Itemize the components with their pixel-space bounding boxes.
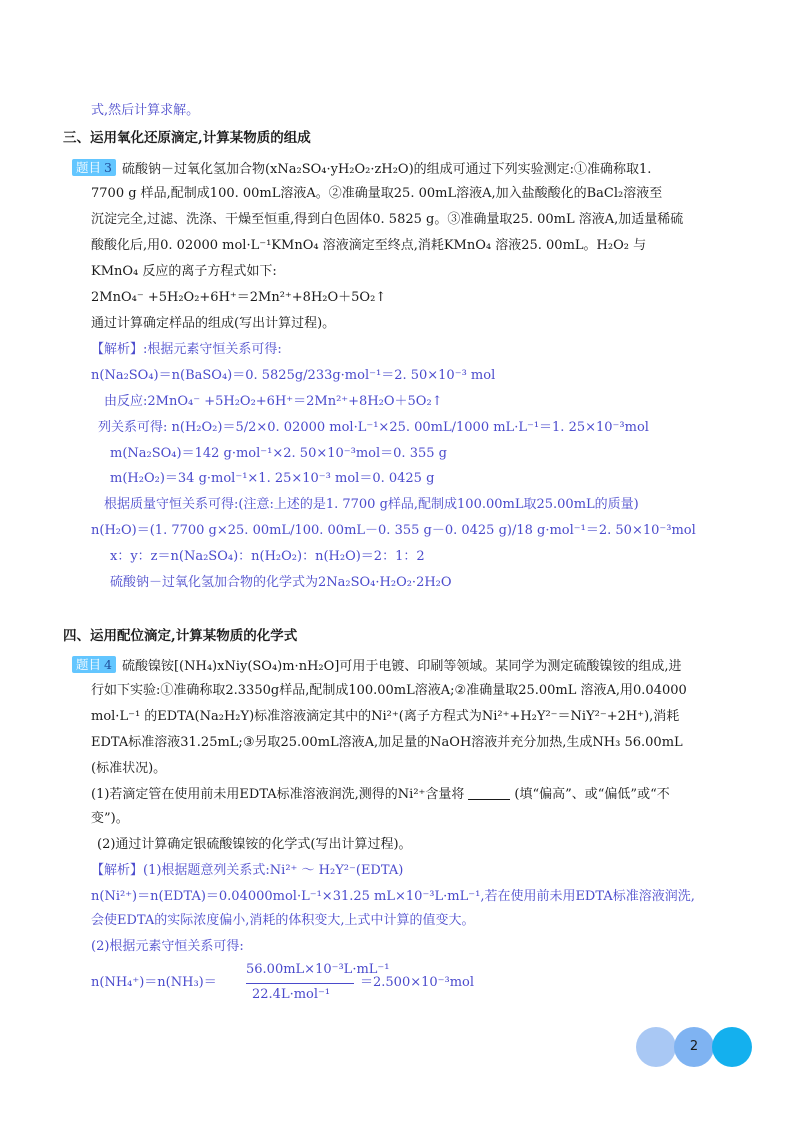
question-part-1 — [91, 786, 670, 804]
decor-circle — [636, 1027, 676, 1067]
answer-heading: 【解析】(1)根据题意列关系式:Ni²⁺ ～ H₂Y²⁻(EDTA) — [91, 863, 404, 878]
question-text: (填“偏高”、或“偏低”或“不 — [514, 787, 670, 802]
answer-text: 根据质量守恒关系可得:(注意:上述的是1. 7700 g样品,配制成100.00mL取25.00mL的质量) — [104, 497, 639, 512]
question-text: (1)若滴定管在使用前未用EDTA标准溶液润洗,测得的Ni²⁺含量将 — [91, 787, 465, 802]
answer-text: 列关系可得: n(H₂O₂)＝5/2×0. 02000 mol·L⁻¹×25. 00mL/1000 mL·L⁻¹＝1. 25×10⁻³mol — [98, 420, 649, 435]
question-text: 酸酸化后,用0. 02000 mol·L⁻¹KMnO₄ 溶液滴定至终点,消耗KMnO₄ 溶液25. 00mL。H₂O₂ 与 — [91, 238, 647, 253]
question-text: 沉淀完全,过滤、洗涤、干燥至恒重,得到白色固体0. 5825 g。③准确量取25. 00mL 溶液A,加适量稀硫 — [91, 212, 684, 227]
page-number-badge — [636, 1027, 752, 1067]
question-number: 4 — [104, 657, 112, 672]
question-text: mol·L⁻¹ 的EDTA(Na₂H₂Y)标准溶液滴定其中的Ni²⁺(离子方程式为Ni²⁺+H₂Y²⁻＝NiY²⁻+2H⁺),消耗 — [91, 709, 680, 724]
question-tag — [72, 656, 116, 673]
fraction-bar — [246, 983, 354, 984]
question-part-2: (2)通过计算确定银硫酸镍铵的化学式(写出计算过程)。 — [97, 837, 412, 852]
question-text: (标准状况)。 — [91, 761, 167, 776]
section-heading: 四、运用配位滴定,计算某物质的化学式 — [63, 628, 298, 644]
question-4-line — [72, 656, 681, 676]
fraction — [246, 962, 390, 1006]
answer-blank[interactable] — [468, 786, 510, 800]
question-text: 硫酸镍铵[(NH₄)xNiy(SO₄)m·nH₂O]可用于电镀、印刷等领域。某同学为测定硫酸镍铵的组成,进 — [121, 659, 682, 674]
question-tag-label: 题目 — [76, 657, 102, 672]
answer-text: n(Ni²⁺)＝n(EDTA)＝0.04000mol·L⁻¹×31.25 mL×10⁻³L·mL⁻¹,若在使用前未用EDTA标准溶液润洗, — [91, 889, 695, 904]
question-number: 3 — [104, 160, 112, 175]
answer-text: 由反应:2MnO₄⁻ +5H₂O₂+6H⁺＝2Mn²⁺+8H₂O＋5O₂↑ — [104, 394, 443, 409]
fraction-equation-left: n(NH₄⁺)＝n(NH₃)＝ — [91, 975, 217, 990]
answer-heading: 【解析】:根据元素守恒关系可得: — [91, 342, 282, 357]
answer-text: n(H₂O)＝(1. 7700 g×25. 00mL/100. 00mL－0. 355 g－0. 0425 g)/18 g·mol⁻¹＝2. 50×10⁻³mol — [91, 523, 696, 538]
equation: 2MnO₄⁻ +5H₂O₂+6H⁺＝2Mn²⁺+8H₂O＋5O₂↑ — [91, 290, 387, 305]
question-text: 行如下实验:①准确称取2.3350g样品,配制成100.00mL溶液A;②准确量取25.00mL 溶液A,用0.04000 — [91, 683, 687, 698]
question-tag — [72, 159, 116, 176]
answer-text: m(Na₂SO₄)＝142 g·mol⁻¹×2. 50×10⁻³mol＝0. 355 g — [110, 446, 447, 461]
question-text: 7700 g 样品,配制成100. 00mL溶液A。②准确量取25. 00mL溶液A,加入盐酸酸化的BaCl₂溶液至 — [91, 186, 663, 201]
answer-text: 硫酸钠－过氧化氢加合物的化学式为2Na₂SO₄·H₂O₂·2H₂O — [110, 575, 452, 590]
question-text: 硫酸钠－过氧化氢加合物(xNa₂SO₄·yH₂O₂·zH₂O)的组成可通过下列实验测定:①准确称取1. — [121, 162, 652, 177]
question-tag-label: 题目 — [76, 160, 102, 175]
answer-text: n(Na₂SO₄)＝n(BaSO₄)＝0. 5825g/233g·mol⁻¹＝2. 50×10⁻³ mol — [91, 368, 496, 383]
decor-circle — [712, 1027, 752, 1067]
page-number: 2 — [689, 1039, 699, 1054]
answer-text: 式,然后计算求解。 — [91, 103, 200, 118]
fraction-numerator: 56.00mL×10⁻³L·mL⁻¹ — [246, 962, 390, 977]
answer-text: (2)根据元素守恒关系可得: — [91, 939, 244, 954]
question-text: 变”)。 — [91, 811, 129, 826]
answer-text: x：y：z＝n(Na₂SO₄)：n(H₂O₂)：n(H₂O)＝2：1：2 — [110, 549, 425, 564]
question-text: EDTA标准溶液31.25mL;③另取25.00mL溶液A,加足量的NaOH溶液并充分加热,生成NH₃ 56.00mL — [91, 735, 683, 750]
question-text: KMnO₄ 反应的离子方程式如下: — [91, 264, 277, 279]
question-text: 通过计算确定样品的组成(写出计算过程)。 — [91, 316, 336, 331]
question-3-line — [72, 159, 651, 179]
section-heading: 三、运用氧化还原滴定,计算某物质的组成 — [63, 130, 311, 146]
answer-text: 会使EDTA的实际浓度偏小,消耗的体积变大,上式中计算的值变大。 — [91, 913, 475, 928]
fraction-denominator: 22.4L·mol⁻¹ — [252, 987, 331, 1002]
fraction-equation-right: ＝2.500×10⁻³mol — [360, 975, 475, 990]
answer-text: m(H₂O₂)＝34 g·mol⁻¹×1. 25×10⁻³ mol＝0. 0425 g — [110, 471, 435, 486]
